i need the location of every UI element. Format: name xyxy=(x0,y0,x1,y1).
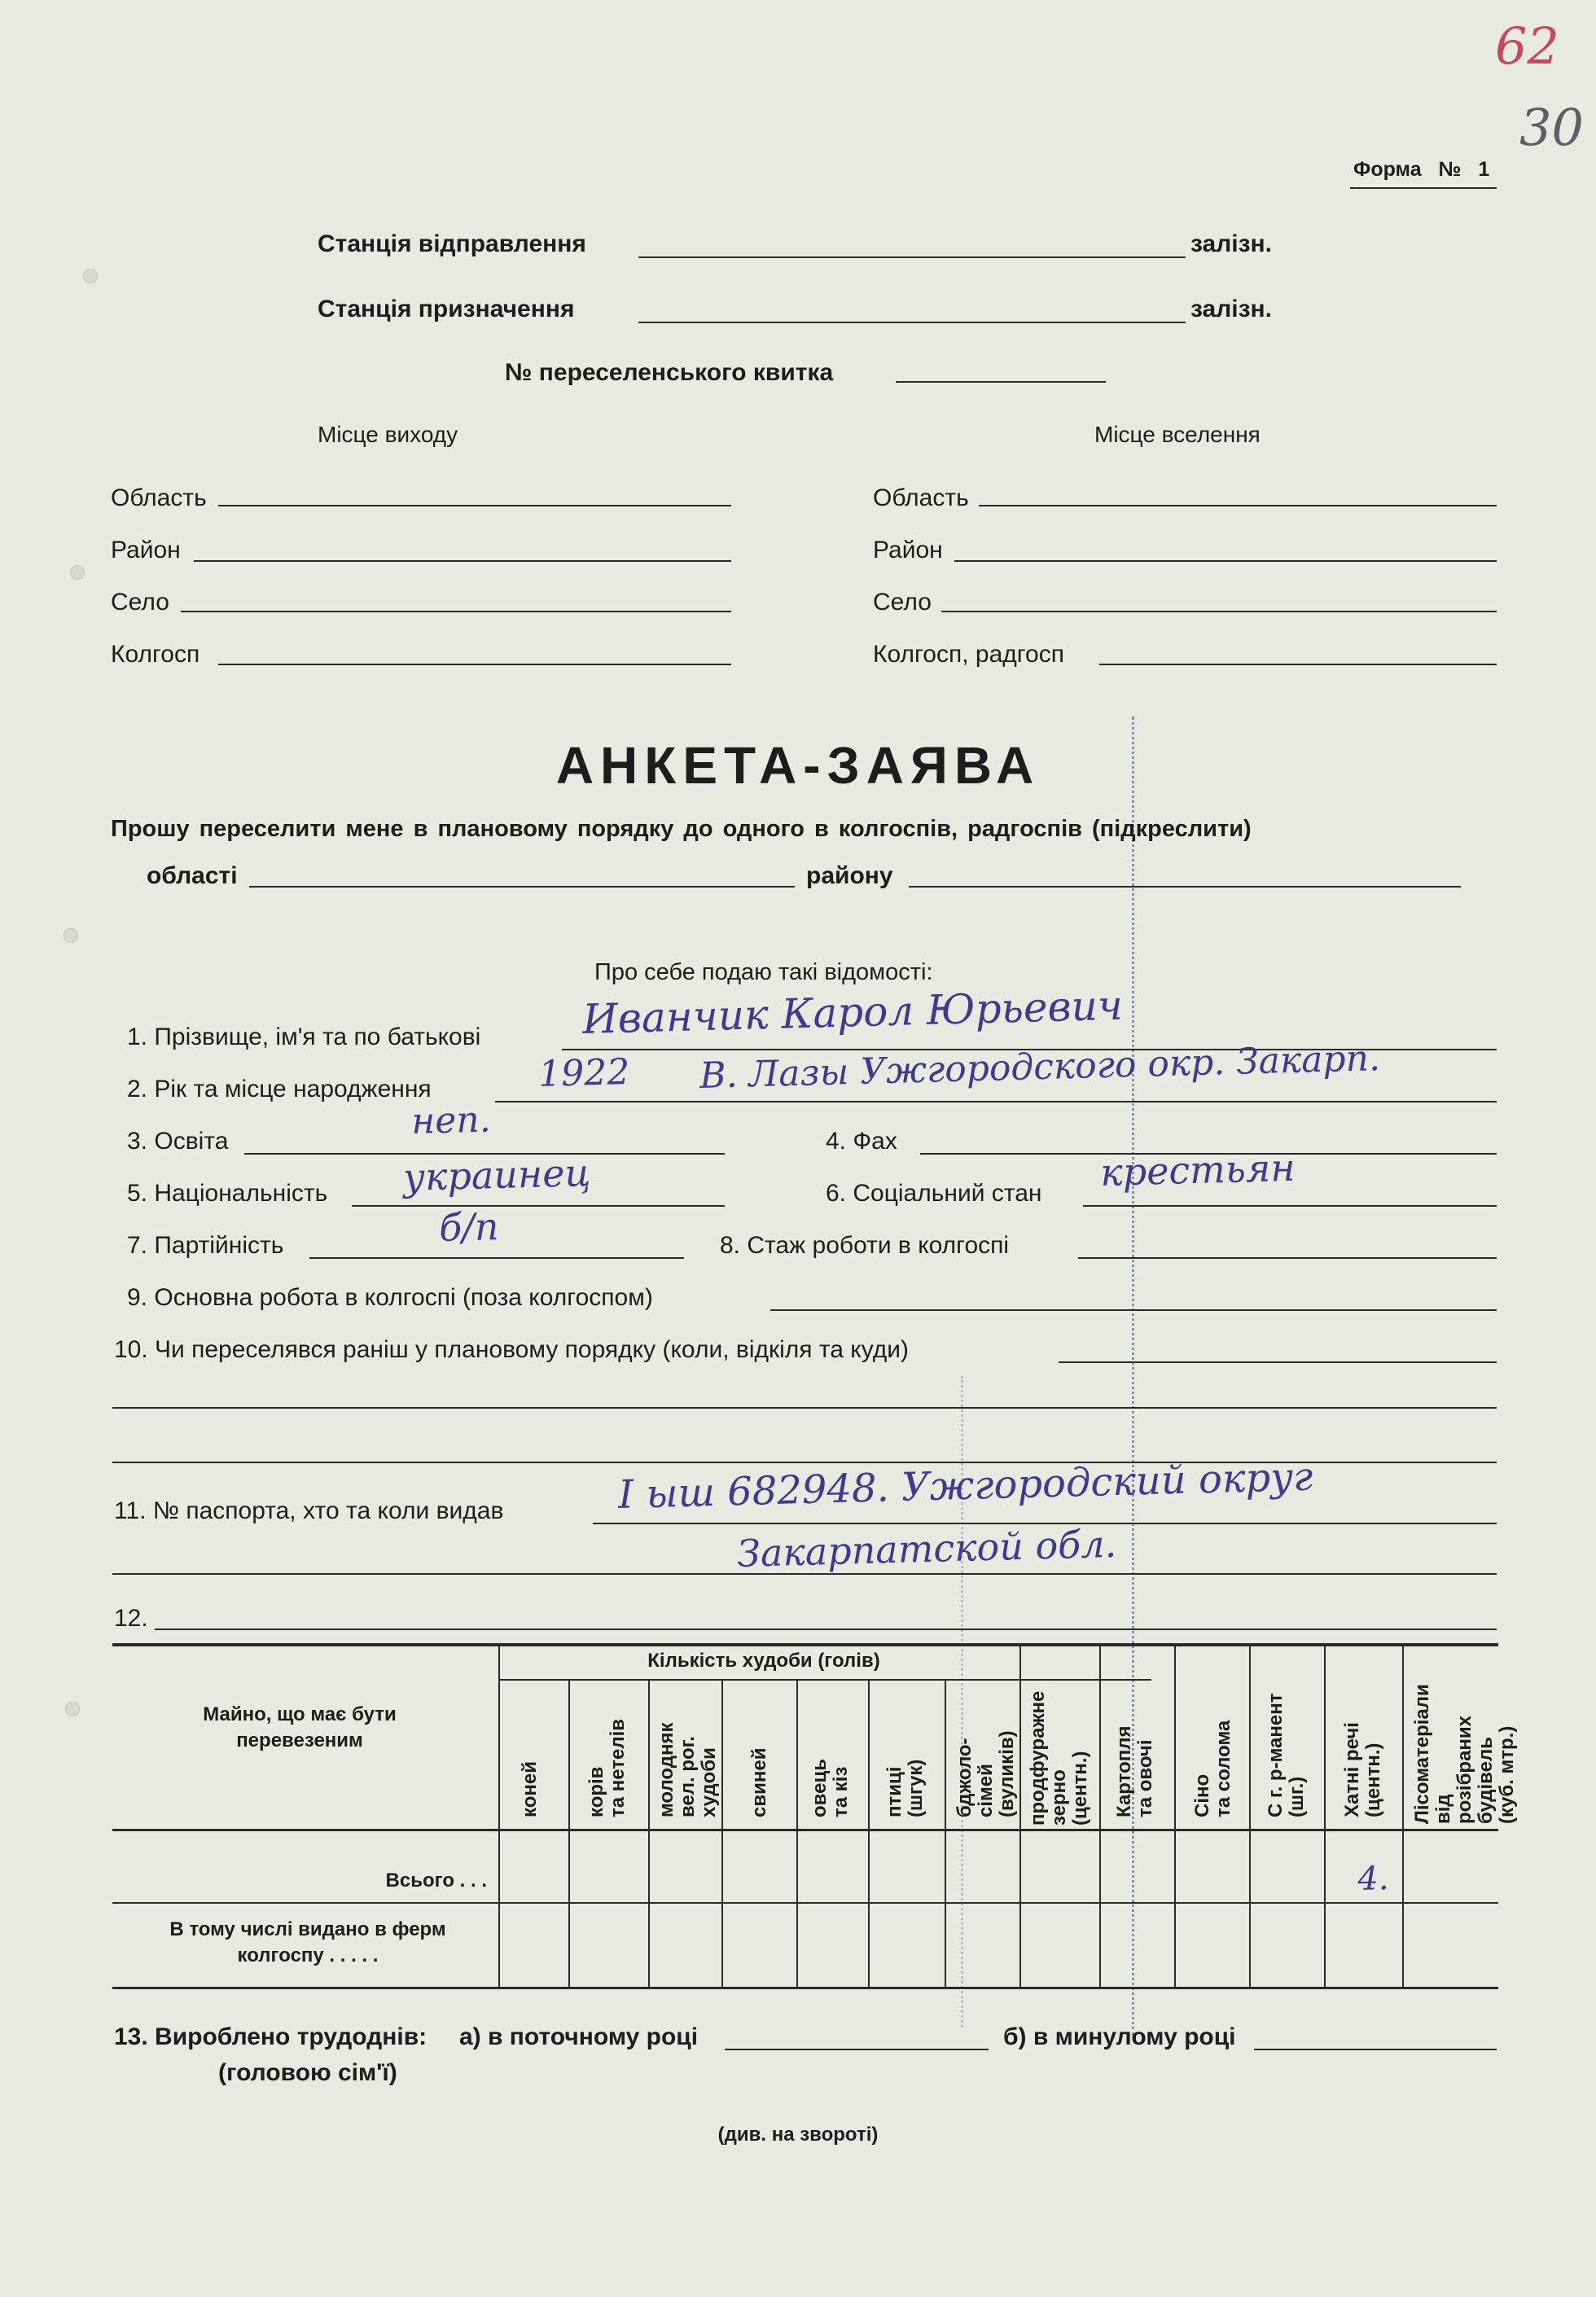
dest-collective-field[interactable] xyxy=(1099,664,1497,665)
origin-village-label: Село xyxy=(111,589,169,616)
origin-region-label: Область xyxy=(111,484,207,511)
item-9-label: 9. Основна робота в колгоспі (поза колгоспом) xyxy=(127,1284,653,1311)
col-sheep-goats: овець та кіз xyxy=(809,1759,852,1817)
arrival-station-field[interactable] xyxy=(638,322,1186,323)
request-text: Прошу переселити мене в плановому порядку до одного в колгоспів, радгоспів (підкреслити) xyxy=(111,816,1252,842)
intro-text: Про себе подаю такі відомості: xyxy=(594,959,933,985)
workdays-label: 13. Вироблено трудоднів: xyxy=(114,2023,428,2050)
item-12-field[interactable] xyxy=(155,1629,1497,1630)
col-tools: С г. р-манент (шг.) xyxy=(1265,1693,1308,1817)
item-5-field[interactable] xyxy=(352,1205,725,1207)
dest-collective-label: Колгосп, радгосп xyxy=(873,641,1064,668)
punch-hole xyxy=(70,565,85,580)
col-potatoes: Картопля та овочі xyxy=(1113,1725,1156,1817)
punch-hole xyxy=(65,1702,80,1716)
item-2-place-handwriting: В. Лазы Ужгородского окр. Закарп. xyxy=(699,1037,1381,1098)
col-household: Хатні речі (центн.) xyxy=(1341,1722,1384,1817)
total-row-label: Всього . . . xyxy=(385,1870,487,1892)
col-timber: Лісоматеріали від розібраних будівель (куб. мтр.) xyxy=(1411,1684,1518,1824)
col-grain: продфуражне зерно (центн.) xyxy=(1027,1690,1091,1826)
item-3-label: 3. Освіта xyxy=(127,1128,229,1155)
farm-row-label: В тому числі видано в ферм колгоспу . . . . . xyxy=(169,1918,446,1966)
departure-station-field[interactable] xyxy=(638,256,1186,258)
origin-district-label: Район xyxy=(111,537,181,563)
workdays-current-field[interactable] xyxy=(725,2049,989,2050)
item-1-label: 1. Прізвище, ім'я та по батькові xyxy=(127,1024,481,1050)
col-poultry: птиці (шгук) xyxy=(884,1759,927,1817)
item-8-field[interactable] xyxy=(1078,1257,1497,1259)
archive-folio-mark: 30 xyxy=(1519,98,1584,157)
item-6-label: 6. Соціальний стан xyxy=(826,1180,1042,1207)
workdays-previous-field[interactable] xyxy=(1254,2049,1497,2050)
request-region-field[interactable] xyxy=(249,886,795,888)
ticket-field[interactable] xyxy=(896,381,1106,383)
item-1-handwriting: Иванчик Карол Юрьевич xyxy=(581,981,1124,1043)
item-10-label: 10. Чи переселявся раніш у плановому порядку (коли, відкіля та куди) xyxy=(114,1336,910,1363)
item-2-field[interactable] xyxy=(495,1101,1497,1102)
property-table xyxy=(112,1643,1518,1987)
dest-village-label: Село xyxy=(873,589,932,616)
origin-heading: Місце виходу xyxy=(318,422,458,447)
form-label: Форма № 1 xyxy=(1353,158,1490,181)
item-7-field[interactable] xyxy=(309,1257,684,1259)
item-6-handwriting: крестьян xyxy=(1099,1145,1296,1195)
item-8-label: 8. Стаж роботи в колгоспі xyxy=(720,1232,1010,1259)
item-12-label: 12. xyxy=(114,1605,148,1632)
item-2-year-handwriting: 1922 xyxy=(537,1051,630,1096)
total-household-handwriting: 4. xyxy=(1357,1860,1390,1899)
item-3-handwriting: неп. xyxy=(410,1098,492,1143)
dest-village-field[interactable] xyxy=(941,611,1497,612)
col-young-cattle: молодняк вел. рог. худоби xyxy=(656,1722,720,1817)
col-horses: коней xyxy=(519,1761,541,1817)
origin-collective-field[interactable] xyxy=(218,664,731,665)
request-district-field[interactable] xyxy=(909,886,1461,888)
item-11-handwriting-2: Закарпатской обл. xyxy=(736,1521,1117,1576)
arrival-station-label: Станція призначення xyxy=(318,296,575,322)
dest-region-field[interactable] xyxy=(979,505,1497,506)
origin-district-field[interactable] xyxy=(194,560,731,562)
punch-hole xyxy=(83,269,98,283)
item-7-handwriting: б/п xyxy=(438,1204,500,1251)
dest-district-label: Район xyxy=(873,537,943,563)
item-6-field[interactable] xyxy=(1083,1205,1497,1207)
item-10-field[interactable] xyxy=(1059,1361,1497,1363)
item-11-label: 11. № паспорта, хто та коли видав xyxy=(114,1497,504,1524)
destination-heading: Місце вселення xyxy=(1094,422,1261,447)
punch-hole xyxy=(64,928,78,943)
rail-suffix: залізн. xyxy=(1190,296,1272,322)
workdays-note: (головою сім'ї) xyxy=(218,2059,397,2086)
ticket-label: № переселенського квитка xyxy=(505,359,834,386)
col-cows: корів та нетелів xyxy=(585,1718,629,1817)
origin-region-field[interactable] xyxy=(218,505,731,506)
item-7-label: 7. Партійність xyxy=(127,1232,284,1259)
item-9-field[interactable] xyxy=(770,1309,1497,1311)
footer-note: (див. на звороті) xyxy=(717,2124,879,2146)
workdays-current-label: а) в поточному році xyxy=(459,2023,699,2050)
item-5-label: 5. Національність xyxy=(127,1180,328,1207)
col-hay: Сіно та солома xyxy=(1191,1720,1234,1817)
item-2-label: 2. Рік та місце народження xyxy=(127,1076,432,1102)
rail-suffix: залізн. xyxy=(1190,230,1272,257)
col-pigs: свиней xyxy=(748,1747,770,1817)
origin-collective-label: Колгосп xyxy=(111,641,200,668)
item-11-handwriting: I ыш 682948. Ужгородский округ xyxy=(617,1453,1313,1518)
dest-region-label: Область xyxy=(873,484,969,511)
origin-village-field[interactable] xyxy=(181,611,731,612)
region-label: області xyxy=(147,862,238,889)
item-5-handwriting: украинец xyxy=(402,1150,592,1200)
livestock-group-header: Кількість худоби (голів) xyxy=(647,1650,880,1672)
dest-district-field[interactable] xyxy=(954,560,1497,562)
workdays-previous-label: б) в минулому році xyxy=(1003,2023,1236,2050)
district-label: району xyxy=(806,862,893,889)
item-4-label: 4. Фах xyxy=(826,1128,897,1155)
departure-station-label: Станція відправлення xyxy=(318,230,586,257)
item-10-field-line-2[interactable] xyxy=(112,1407,1497,1409)
archive-page-mark: 62 xyxy=(1495,16,1559,76)
col-bee-colonies: бджоло- сімей (вуликів) xyxy=(954,1730,1018,1817)
form-title: АНКЕТА-ЗАЯВА xyxy=(555,736,1041,795)
table-row-header: Майно, що має бути перевезеним xyxy=(203,1703,397,1751)
